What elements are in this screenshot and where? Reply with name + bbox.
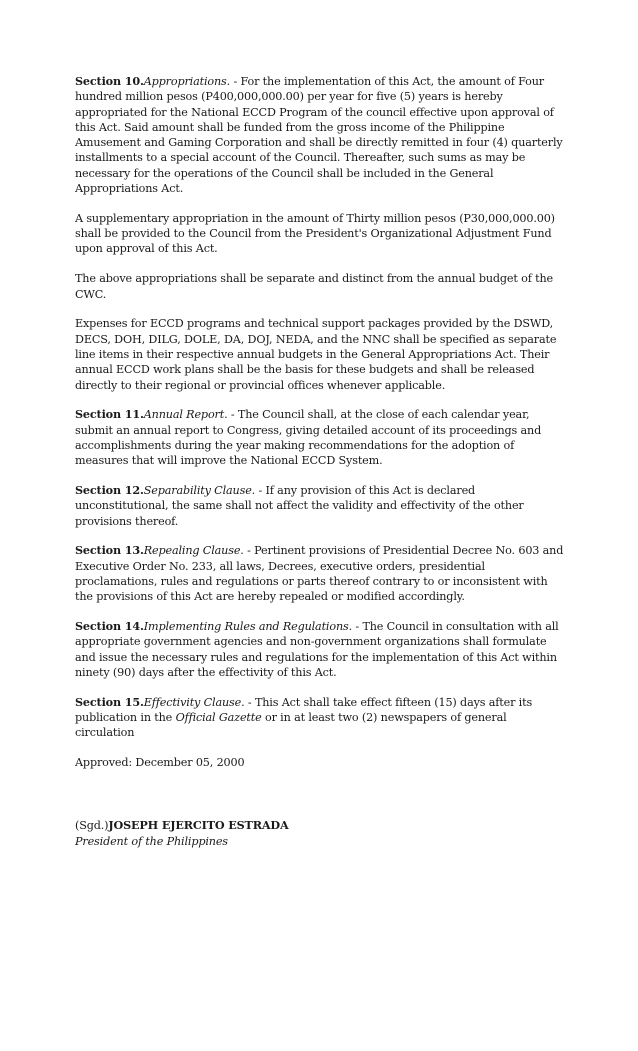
signature-prefix: (Sgd.): [75, 819, 109, 833]
section-label: Section 12.: [75, 483, 144, 498]
section-body: - Pertinent provisions of Presidential Decree No. 603 and Executive Order No. 233, all laws, Decrees, executive orders, presidential proclamations, rules and regulations or parts thereof contrary to or inconsistent with the provisions of this Act are hereby repealed or modified accordingly.: [75, 544, 564, 604]
section-title: Repealing Clause.: [143, 544, 244, 558]
section-title: Separability Clause.: [143, 484, 256, 498]
signatory-title: President of the Philippines: [75, 834, 228, 848]
section-10-supplementary-paragraph: A supplementary appropriation in the amount of Thirty million pesos (P30,000,000.00) shall be provided to the Council from the President's Organizational Adjustment Fund upon approval of this Act.: [75, 211, 555, 256]
section-title: Effectivity Clause.: [143, 695, 245, 709]
section-13-paragraph: [75, 543, 567, 604]
section-label: Section 15.: [75, 694, 144, 709]
section-10-paragraph: [75, 74, 567, 196]
gazette-name: Official Gazette: [175, 711, 262, 725]
section-body: - The Council in consultation with all appropriate government agencies and non-government organizations shall formulate and issue the necessary rules and regulations for the implementation of this Act within ninety (90) days after the effectivity of this Act.: [75, 620, 559, 679]
section-10-separate-budget-paragraph: The above appropriations shall be separate and distinct from the annual budget of the CWC.: [75, 272, 553, 301]
section-11-paragraph: [75, 407, 567, 468]
section-label: Section 14.: [75, 619, 144, 634]
section-15-paragraph: [75, 695, 567, 741]
section-title: Appropriations.: [143, 75, 231, 88]
signatory-name: JOSEPH EJERCITO ESTRADA: [108, 818, 289, 833]
approval-date: Approved: December 05, 2000: [75, 756, 245, 770]
section-body: - This Act shall take effect fifteen (15) days after its publication in the: [75, 695, 533, 725]
section-body: - The Council shall, at the close of each calendar year, submit an annual report to Congress, giving detailed account of its proceedings and accomplishments during the year making recommendations for the adoption of measures that will improve the National ECCD System.: [75, 408, 542, 468]
section-body: - For the implementation of this Act, the amount of Four hundred million pesos (P400,000,000.00) per year for five (5) years is hereby appropriated for the National ECCD Program of the council effective upon approval of this Act. Said amount shall be funded from the gross income of the Philippine Amusement and Gaming Corporation and shall be directly remitted in four (4) quarterly installments to a special account of the Council. Thereafter, such sums as may be necessary for the operations of the Council shall be included in the General Appropriations Act.: [75, 75, 563, 196]
section-label: Section 13.: [75, 543, 144, 558]
section-label: Section 10.: [75, 74, 144, 88]
section-14-paragraph: [75, 619, 567, 680]
section-label: Section 11.: [75, 407, 144, 422]
section-title: Implementing Rules and Regulations.: [143, 620, 352, 634]
section-10-expenses-paragraph: Expenses for ECCD programs and technical support packages provided by the DSWD, DECS, DOH, DILG, DOLE, DA, DOJ, NEDA, and the NNC shall be specified as separate line items in their respective annual budgets in the General Appropriations Act. Their annual ECCD work plans shall be the basis for these budgets and shall be released directly to their regional or provincial offices whenever applicable.: [75, 317, 557, 392]
section-body: - If any provision of this Act is declared unconstitutional, the same shall not affect the validity and effectivity of the other provisions thereof.: [75, 484, 524, 528]
section-12-paragraph: [75, 483, 567, 529]
section-body-end: or in at least two (2) newspapers of general circulation: [75, 711, 507, 740]
section-title: Annual Report.: [143, 408, 228, 422]
signature-block: [75, 818, 567, 849]
document-page: [75, 74, 567, 849]
